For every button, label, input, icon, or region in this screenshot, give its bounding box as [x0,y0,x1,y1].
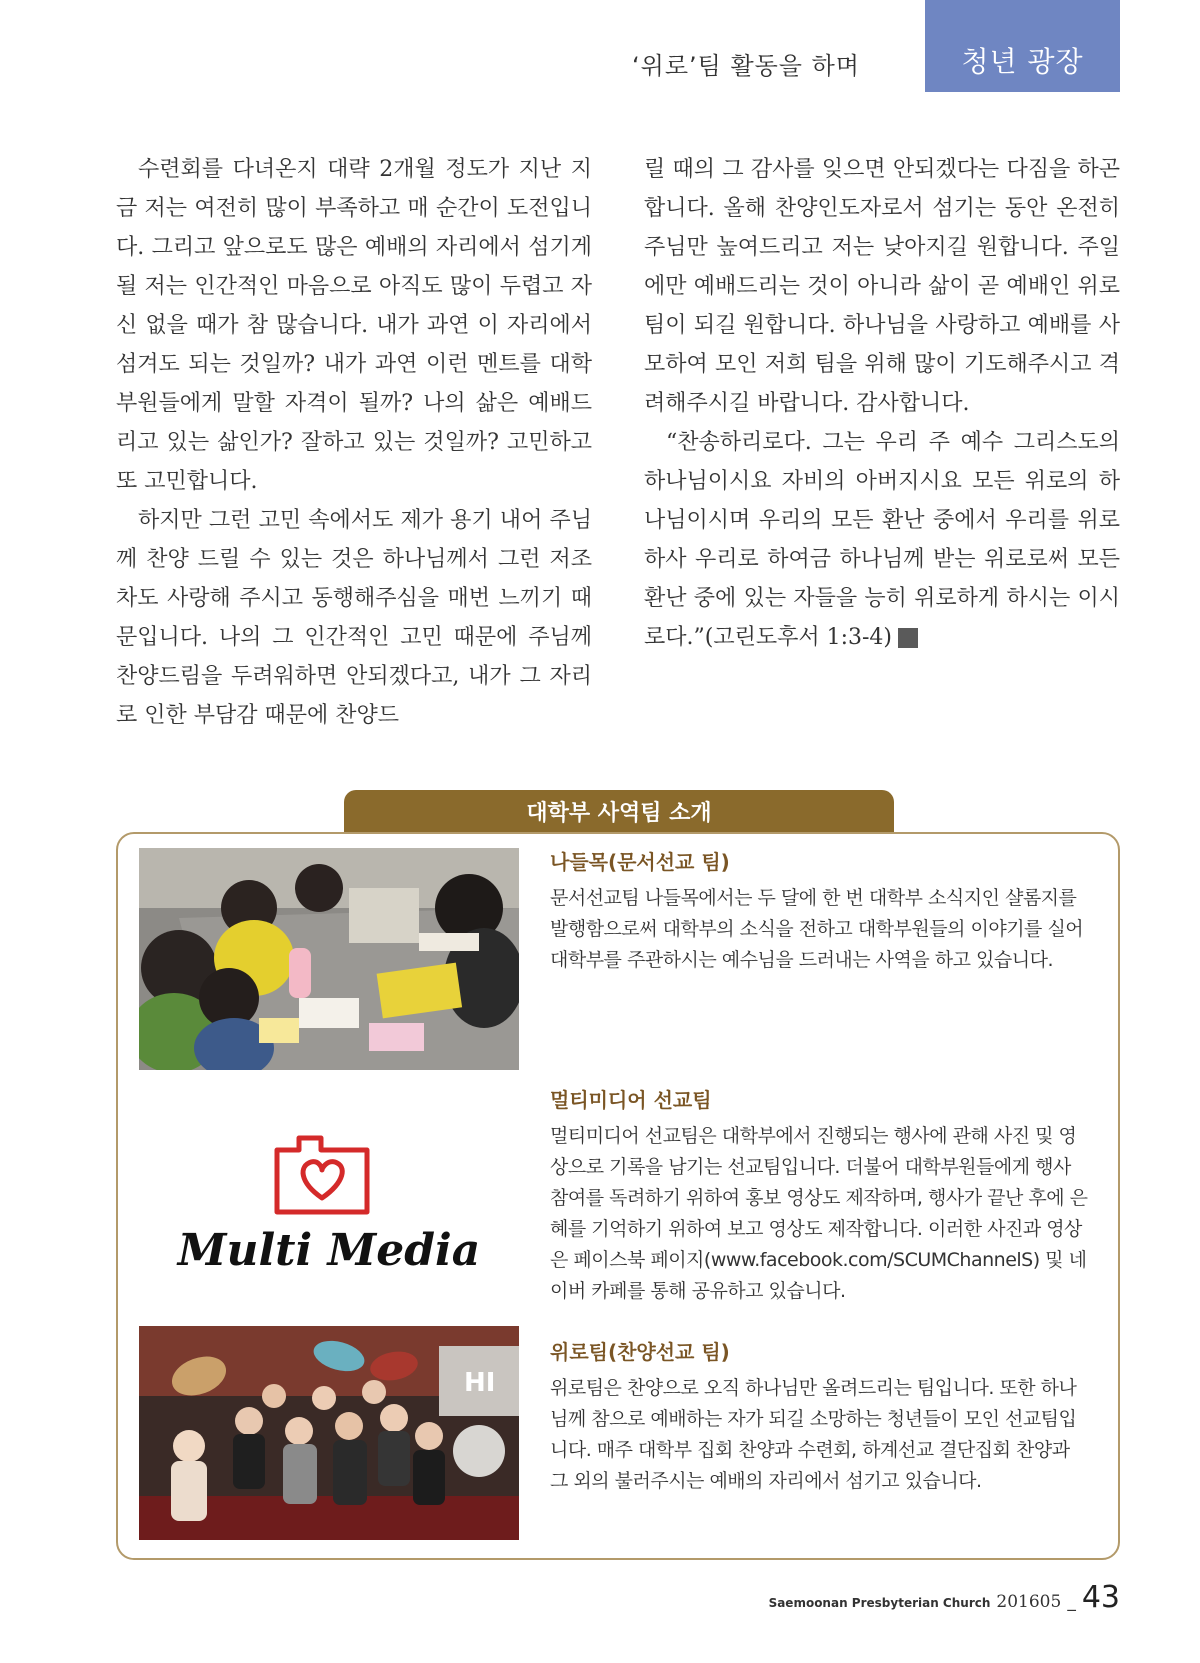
multimedia-team-block [550,1084,1088,1307]
team-title: 멀티미디어 선교팀 [550,1088,712,1112]
article-column-right [644,150,1120,657]
team-description: 위로팀은 찬양으로 오직 하나님만 올려드리는 팀입니다. 또한 하나님께 참으로 예배하는 자가 되길 소망하는 청년들이 모인 선교팀입니다. 매주 대학부 집회 찬양과 수련회, 하계선교 결단집회 찬양과 그 외의 불러주시는 예배의 자리에서 섬기고 있습니다. [550,1377,1077,1492]
multimedia-logo-camera-heart-icon [139,1100,519,1300]
team-section-header [344,790,894,832]
section-subtitle: ‘위로’팀 활동을 하며 [632,52,860,80]
section-tab-label: 청년 광장 [961,45,1084,78]
team-section-title: 대학부 사역팀 소개 [526,800,712,826]
team-description: 멀티미디어 선교팀은 대학부에서 진행되는 행사에 관해 사진 및 영상으로 기록을 남기는 선교팀입니다. 더불어 대학부원들에게 행사 참여를 독려하기 위하여 홍보 영상도 제작하며, 행사가 끝난 후에 은혜를 기억하기 위하여 보고 영상도 제작합니다. 이러한 사진과 영상은 페이스북 페이지(www.facebook.com/SCUMChannelS) 및 네이버 카페를 통해 공유하고 있습니다. [550,1125,1088,1302]
wiro-photo-illustration [139,1326,519,1540]
article-paragraph: 하지만 그런 고민 속에서도 제가 용기 내어 주님께 찬양 드릴 수 있는 것은 하나님께서 그런 저조차도 사랑해 주시고 동행해주심을 매번 느끼기 때문입니다. 나의 그 인간적인 고민 때문에 주님께 찬양드림을 두려워하면 안되겠다고, 내가 그 자리로 인한 부담감 때문에 찬양드 [116,508,592,728]
bible-quote: “찬송하리로다. 그는 우리 주 예수 그리스도의 하나님이시요 자비의 아버지시요 모든 위로의 하나님이시며 우리의 모든 환난 중에서 우리를 위로하사 우리로 하여금 하나님께 받는 위로로써 모든 환난 중에 있는 자들을 능히 위로하게 하시는 이시로다.”(고린도후서 1:3-4) [644,430,1120,650]
footer-issue: 201605 [996,1592,1062,1612]
footer-separator: _ [1067,1592,1076,1612]
svg-text:HI: HI [464,1368,496,1398]
nadeulmok-team-photo [139,848,519,1070]
wiro-team-photo [139,1326,519,1540]
article-paragraph: 릴 때의 그 감사를 잊으면 안되겠다는 다짐을 하곤 합니다. 올해 찬양인도자로서 섬기는 동안 온전히 주님만 높여드리고 저는 낮아지길 원합니다. 주일에만 예배드리는 것이 아니라 삶이 곧 예배인 위로팀이 되길 원합니다. 하나님을 사랑하고 예배를 사모하여 모인 저희 팀을 위해 많이 기도해주시고 격려해주시길 바랍니다. 감사합니다. [644,157,1120,416]
article-paragraph [644,423,1120,657]
team-title: 위로팀(찬양선교 팀) [550,1340,730,1364]
nadeulmok-team-block [550,846,1088,976]
page-number: 43 [1081,1580,1120,1615]
team-title: 나들목(문서선교 팀) [550,850,730,874]
page-footer [769,1580,1120,1615]
article-column-left [116,150,592,735]
article-paragraph: 수련회를 다녀온지 대략 2개월 정도가 지난 지금 저는 여전히 많이 부족하고 매 순간이 도전입니다. 그리고 앞으로도 많은 예배의 자리에서 섬기게 될 저는 인간적인 마음으로 아직도 많이 두렵고 자신 없을 때가 참 많습니다. 내가 과연 이 자리에서 섬겨도 되는 것일까? 내가 과연 이런 멘트를 대학부원들에게 말할 자격이 될까? 나의 삶은 예배드리고 있는 삶인가? 잘하고 있는 것일까? 고민하고 또 고민합니다. [116,157,592,494]
wiro-team-block [550,1336,1088,1497]
team-description: 문서선교팀 나들목에서는 두 달에 한 번 대학부 소식지인 샬롬지를 발행함으로써 대학부의 소식을 전하고 대학부원들의 이야기를 실어 대학부를 주관하시는 예수님을 드러내는 사역을 하고 있습니다. [550,887,1084,971]
footer-church-name: Saemoonan Presbyterian Church [768,1596,991,1610]
multimedia-team-logo [139,1100,519,1300]
nadeulmok-photo-illustration [139,848,519,1070]
end-mark-icon: 새 [898,628,918,648]
section-tab [925,0,1120,92]
multimedia-logo-text: Multi Media [177,1225,481,1276]
